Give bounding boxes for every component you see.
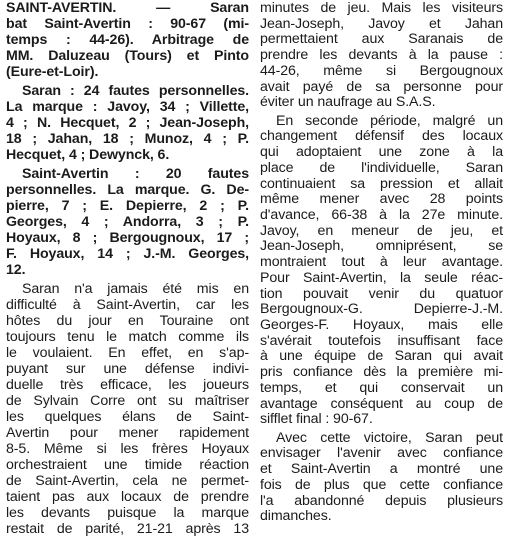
left-column-line: Saint-Avertin : 20 fautes [22,166,249,182]
left-column-line: MM. Daluzeau (Tours) et Pinto [6,48,249,64]
left-column-line: duelle très efficace, les joueurs [6,377,249,393]
left-column-line: restait de parité, 21-21 après 13 [6,521,249,537]
right-column-line: Javoy, en meneur de jeu, et [260,223,503,239]
left-column-line: de Sylvain Corre ont su maîtriser [6,393,249,409]
right-column-line: d'avance, 66-38 à la 27e minute. [260,207,503,223]
left-column-line: Hecquet, 4 ; Dewynck, 6. [6,147,170,163]
right-column-line: permettaient aux Saranais de [260,31,503,47]
left-column-line: les quelques élans de Saint- [6,409,249,425]
right-column-line: Pour Saint-Avertin, la seule réac- [260,270,503,286]
left-column-line: hôtes du jour en Touraine ont [6,313,249,329]
right-column-line: 44-26, même si Bergougnoux [260,63,503,79]
left-column-line: puyant sur une défense indivi- [6,361,249,377]
right-column-line: temps, et qui conservait un [260,380,503,396]
right-column-line: Jean-Joseph, omniprésent, se [260,238,503,254]
left-column-line: La marque : Javoy, 34 ; Villette, [6,99,249,115]
right-column-line: Bergougnoux-G. Depierre-J.-M. [260,301,503,317]
right-column-line: continuaient sa pression et allait [260,176,503,192]
right-column-line: sifflet final : 90-67. [260,411,373,427]
left-column-line: taient pas aux locaux de prendre [6,489,249,505]
right-column-line: avait payé de sa personne pour [260,79,503,95]
right-column-line: minutes de jeu. Mais les visiteurs [260,0,503,16]
right-column-line: prendre les devants à la pause : [260,47,503,63]
left-column-line: 8-5. Même si les frères Hoyaux [6,441,249,457]
left-column-line: difficulté à Saint-Avertin, car les [6,297,249,313]
left-column-line: Saran : 24 fautes personnelles. [22,83,249,99]
left-column-line: Saran n'a jamais été mis en [22,281,249,297]
left-column-line: Hoyaux, 8 ; Bergougnoux, 17 ; [6,230,249,246]
left-column-line: 18 ; Jahan, 18 ; Munoz, 4 ; P. [6,131,249,147]
right-column-line: l'a abandonné depuis plusieurs [260,493,503,509]
left-column-line: 4 ; N. Hecquet, 2 ; Jean-Joseph, [6,115,249,131]
left-column-line: pierre, 7 ; E. Depierre, 2 ; P. [6,198,249,214]
left-column-line: orchestraient une timide réaction [6,457,249,473]
right-column-line: éviter un naufrage au S.A.S. [260,94,436,110]
right-column-line: s'avérait toutefois insuffisant face [260,333,503,349]
left-column-line: temps : 44-26). Arbitrage de [6,32,249,48]
left-column-line: (Eure-et-Loir). [6,64,99,80]
right-column-line: Jean-Joseph, Javoy et Jahan [260,16,503,32]
right-column-line: à une équipe de Saran qui avait [260,348,503,364]
right-column-line: même mener avec 28 points [260,191,503,207]
left-column-line: F. Hoyaux, 14 ; J.-M. Georges, [6,246,249,262]
left-column-line: le voulaient. En effet, en s'ap- [6,345,249,361]
left-column-line: personnelles. La marque. G. De- [6,182,249,198]
left-column-line: toujours tenu le match comme ils [6,329,249,345]
right-column-line: Avec cette victoire, Saran peut [276,430,503,446]
right-column-line: dimanches. [260,508,332,524]
left-column-line: 12. [6,262,26,278]
right-column-line: fois de plus que cette confiance [260,477,503,493]
right-column-line: En seconde période, malgré un [276,113,503,129]
left-column-line: Avertin pour mener rapidement [6,425,249,441]
right-column-line: qui adoptaient une zone à la [260,144,503,160]
right-column-line: envisager l'avenir avec confiance [260,445,503,461]
left-column-line: Georges, 4 ; Andorra, 3 ; P. [6,214,249,230]
left-column-line: les devants puisque la marque [6,505,249,521]
right-column-line: place de l'individuelle, Saran [260,160,503,176]
right-column-line: et Saint-Avertin a montré une [260,461,503,477]
right-column-line: tion pouvait venir du quatuor [260,286,503,302]
right-column-line: Georges-F. Hoyaux, mais elle [260,317,503,333]
left-column-line: de Saint-Avertin, cela ne permet- [6,473,249,489]
right-column-line: montraient tout à leur avantage. [260,254,503,270]
right-column-line: pris confiance dès la première mi- [260,364,503,380]
left-column-line: bat Saint-Avertin : 90-67 (mi- [6,16,249,32]
right-column-line: changement défensif des locaux [260,128,503,144]
right-column-line: avantage conséquent au coup de [260,396,503,412]
left-column-line: SAINT-AVERTIN. — Saran [6,0,249,16]
